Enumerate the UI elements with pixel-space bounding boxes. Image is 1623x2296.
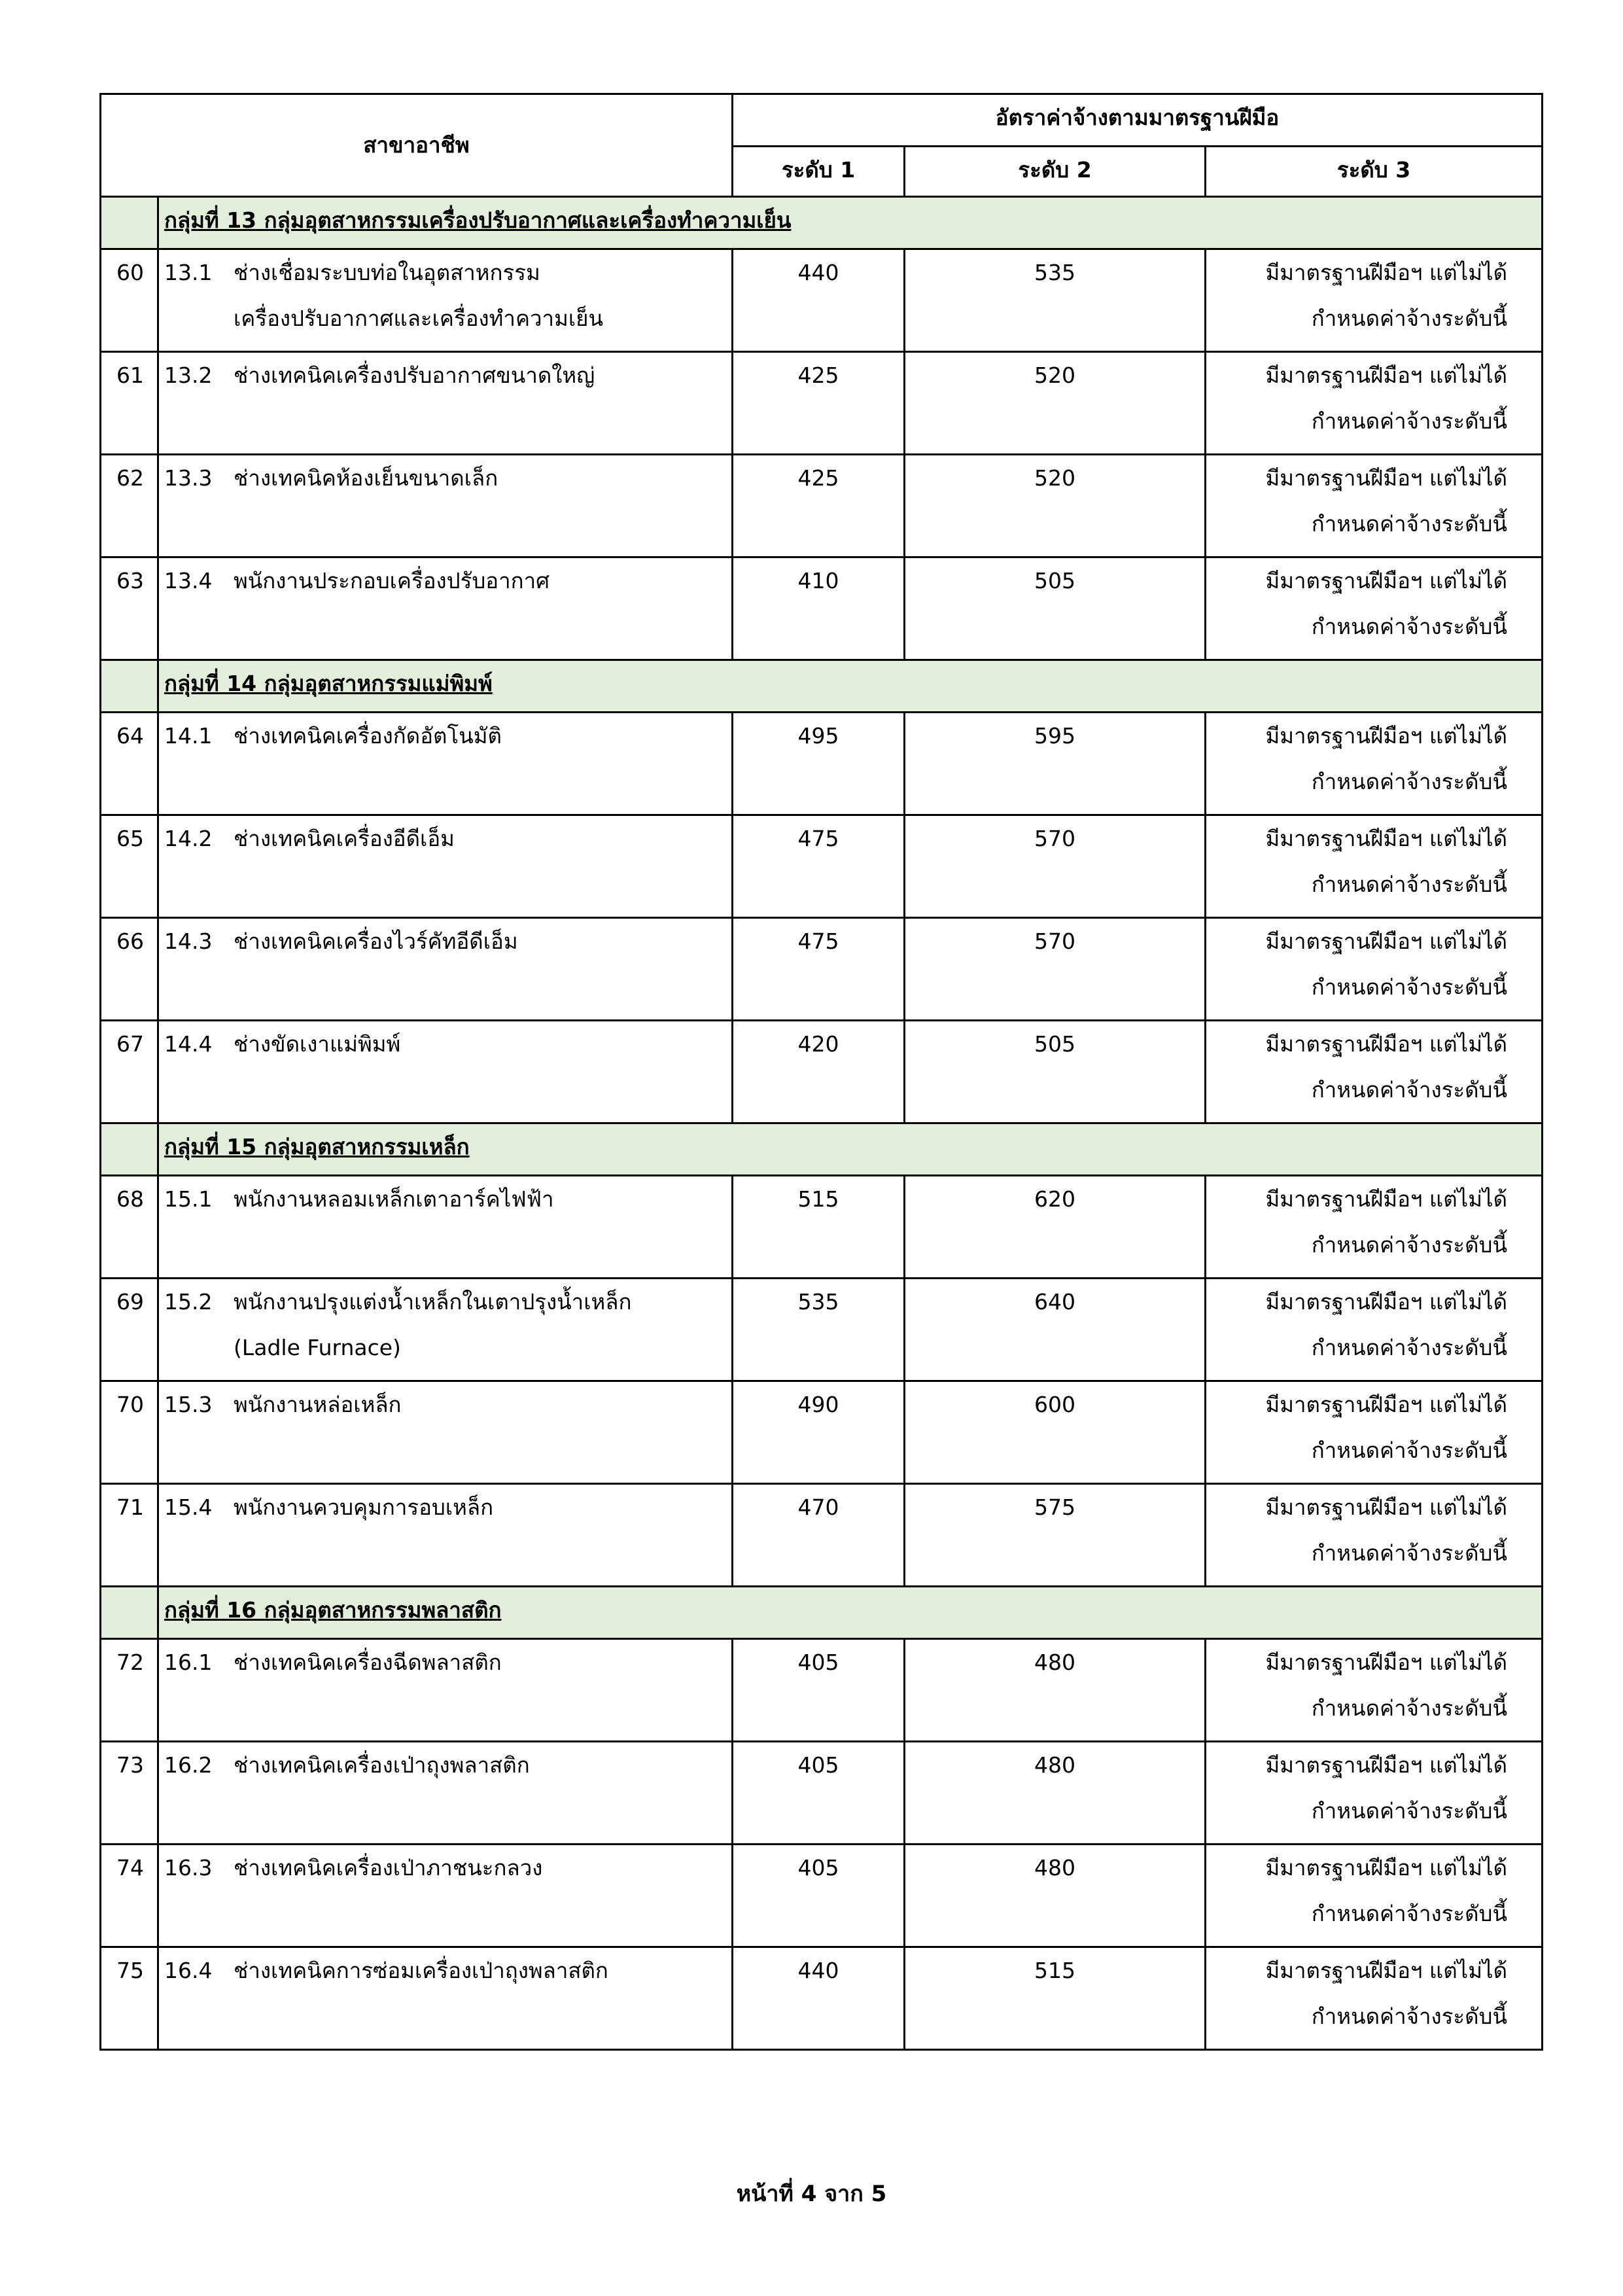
- row-number: 73: [101, 1742, 158, 1845]
- table-row: [101, 1845, 1543, 1947]
- level-1-wage: 515: [733, 1176, 905, 1279]
- table-row: [101, 815, 1543, 918]
- table-row: [101, 713, 1543, 815]
- group-number-cell: [101, 197, 158, 249]
- occupation-cell: [158, 352, 733, 455]
- level-3-note-line2: กำหนดค่าจ้างระดับนี้: [1311, 614, 1508, 639]
- level-3-note-line2: กำหนดค่าจ้างระดับนี้: [1311, 872, 1508, 897]
- occupation-code: 16.4: [164, 1958, 213, 1983]
- level-3-note-line1: มีมาตรฐานฝีมือฯ แต่ไม่ได้: [1265, 1031, 1508, 1057]
- table-row: [101, 1742, 1543, 1845]
- occupation-code: 15.2: [164, 1289, 213, 1315]
- row-number: 75: [101, 1947, 158, 2050]
- group-number-cell: [101, 1587, 158, 1639]
- occupation-cell: [158, 1947, 733, 2050]
- group-title: กลุ่มที่ 15 กลุ่มอุตสาหกรรมเหล็ก: [158, 1123, 1543, 1176]
- level-3-note-line1: มีมาตรฐานฝีมือฯ แต่ไม่ได้: [1265, 1494, 1508, 1520]
- occupation-cell: [158, 713, 733, 815]
- level-2-wage: 600: [905, 1381, 1206, 1484]
- occupation-code: 14.2: [164, 826, 213, 851]
- level-2-wage: 535: [905, 249, 1206, 352]
- row-number: 66: [101, 918, 158, 1021]
- level-2-wage: 520: [905, 455, 1206, 557]
- level-3-note: [1206, 1742, 1543, 1845]
- header-wage-rate: อัตราค่าจ้างตามมาตรฐานฝีมือ: [733, 94, 1543, 147]
- level-3-note-line2: กำหนดค่าจ้างระดับนี้: [1311, 408, 1508, 434]
- occupation-cell: [158, 455, 733, 557]
- row-number: 69: [101, 1279, 158, 1381]
- level-2-wage: 640: [905, 1279, 1206, 1381]
- occupation-code: 16.1: [164, 1650, 213, 1675]
- occupation-name: พนักงานหลอมเหล็กเตาอาร์คไฟฟ้า: [234, 1186, 554, 1212]
- level-3-note: [1206, 713, 1543, 815]
- occupation-name: ช่างเทคนิคเครื่องอีดีเอ็ม: [234, 826, 455, 851]
- occupation-name: ช่างเทคนิคเครื่องเป่าถุงพลาสติก: [234, 1752, 530, 1778]
- occupation-code: 14.4: [164, 1031, 213, 1057]
- occupation-name: ช่างขัดเงาแม่พิมพ์: [234, 1031, 401, 1057]
- level-3-note: [1206, 1021, 1543, 1123]
- level-3-note-line2: กำหนดค่าจ้างระดับนี้: [1311, 1695, 1508, 1721]
- occupation-code: 15.3: [164, 1392, 213, 1417]
- level-2-wage: 480: [905, 1742, 1206, 1845]
- level-3-note-line2: กำหนดค่าจ้างระดับนี้: [1311, 2004, 1508, 2029]
- group-number-cell: [101, 660, 158, 713]
- occupation-name: ช่างเทคนิคเครื่องกัดอัตโนมัติ: [234, 723, 502, 749]
- level-3-note-line1: มีมาตรฐานฝีมือฯ แต่ไม่ได้: [1265, 465, 1508, 491]
- row-number: 63: [101, 557, 158, 660]
- occupation-name: ช่างเทคนิคเครื่องฉีดพลาสติก: [234, 1650, 502, 1675]
- table-row: [101, 352, 1543, 455]
- occupation-cell: [158, 1742, 733, 1845]
- row-number: 67: [101, 1021, 158, 1123]
- row-number: 62: [101, 455, 158, 557]
- level-3-note: [1206, 1381, 1543, 1484]
- row-number: 70: [101, 1381, 158, 1484]
- wage-table: [99, 93, 1543, 2051]
- level-3-note-line1: มีมาตรฐานฝีมือฯ แต่ไม่ได้: [1265, 1855, 1508, 1881]
- occupation-cell: [158, 557, 733, 660]
- occupation-code: 13.3: [164, 465, 213, 491]
- occupation-name: ช่างเทคนิคการซ่อมเครื่องเป่าถุงพลาสติก: [234, 1958, 608, 1983]
- level-2-wage: 575: [905, 1484, 1206, 1587]
- row-number: 60: [101, 249, 158, 352]
- occupation-cell: [158, 1279, 733, 1381]
- level-2-wage: 570: [905, 918, 1206, 1021]
- group-title: กลุ่มที่ 13 กลุ่มอุตสาหกรรมเครื่องปรับอากาศและเครื่องทำความเย็น: [158, 197, 1543, 249]
- occupation-cell: [158, 249, 733, 352]
- page-number: หน้าที่ 4 จาก 5: [736, 2181, 887, 2207]
- level-3-note-line2: กำหนดค่าจ้างระดับนี้: [1311, 1077, 1508, 1103]
- level-3-note-line2: กำหนดค่าจ้างระดับนี้: [1311, 974, 1508, 1000]
- level-3-note-line1: มีมาตรฐานฝีมือฯ แต่ไม่ได้: [1265, 260, 1508, 285]
- header-level-1: ระดับ 1: [733, 147, 905, 197]
- level-2-wage: 515: [905, 1947, 1206, 2050]
- level-3-note-line2: กำหนดค่าจ้างระดับนี้: [1311, 1335, 1508, 1360]
- level-3-note-line1: มีมาตรฐานฝีมือฯ แต่ไม่ได้: [1265, 1392, 1508, 1417]
- table-row: [101, 1381, 1543, 1484]
- level-3-note: [1206, 1845, 1543, 1947]
- level-2-wage: 480: [905, 1639, 1206, 1742]
- header-level-3: ระดับ 3: [1206, 147, 1543, 197]
- occupation-code: 13.4: [164, 568, 213, 593]
- row-number: 61: [101, 352, 158, 455]
- occupation-cell: [158, 1639, 733, 1742]
- occupation-name: พนักงานปรุงแต่งน้ำเหล็กในเตาปรุงน้ำเหล็ก: [234, 1289, 632, 1315]
- occupation-name: ช่างเทคนิคห้องเย็นขนาดเล็ก: [234, 465, 498, 491]
- level-3-note: [1206, 815, 1543, 918]
- level-1-wage: 405: [733, 1639, 905, 1742]
- level-3-note-line1: มีมาตรฐานฝีมือฯ แต่ไม่ได้: [1265, 1186, 1508, 1212]
- level-3-note-line1: มีมาตรฐานฝีมือฯ แต่ไม่ได้: [1265, 362, 1508, 388]
- header-occupation: สาขาอาชีพ: [101, 94, 733, 197]
- level-3-note-line2: กำหนดค่าจ้างระดับนี้: [1311, 1540, 1508, 1566]
- occupation-code: 13.1: [164, 260, 213, 285]
- occupation-cell: [158, 918, 733, 1021]
- table-row: [101, 249, 1543, 352]
- occupation-name: ช่างเทคนิคเครื่องเป่าภาชนะกลวง: [234, 1855, 543, 1881]
- level-3-note: [1206, 352, 1543, 455]
- group-number-cell: [101, 1123, 158, 1176]
- occupation-code: 15.1: [164, 1186, 213, 1212]
- header-level-2: ระดับ 2: [905, 147, 1206, 197]
- occupation-cell: [158, 1176, 733, 1279]
- level-1-wage: 410: [733, 557, 905, 660]
- level-3-note: [1206, 1484, 1543, 1587]
- level-1-wage: 405: [733, 1742, 905, 1845]
- occupation-code: 15.4: [164, 1494, 213, 1520]
- table-row: [101, 1176, 1543, 1279]
- level-1-wage: 440: [733, 249, 905, 352]
- row-number: 71: [101, 1484, 158, 1587]
- level-3-note-line1: มีมาตรฐานฝีมือฯ แต่ไม่ได้: [1265, 1650, 1508, 1675]
- level-3-note-line1: มีมาตรฐานฝีมือฯ แต่ไม่ได้: [1265, 1752, 1508, 1778]
- table-row: [101, 1021, 1543, 1123]
- group-title: กลุ่มที่ 16 กลุ่มอุตสาหกรรมพลาสติก: [158, 1587, 1543, 1639]
- level-1-wage: 535: [733, 1279, 905, 1381]
- occupation-cell: [158, 1845, 733, 1947]
- occupation-name: พนักงานประกอบเครื่องปรับอากาศ: [234, 568, 550, 593]
- occupation-name: พนักงานหล่อเหล็ก: [234, 1392, 402, 1417]
- table-body: [101, 197, 1543, 2050]
- table-row: [101, 1639, 1543, 1742]
- row-number: 74: [101, 1845, 158, 1947]
- occupation-cell: [158, 815, 733, 918]
- level-3-note-line1: มีมาตรฐานฝีมือฯ แต่ไม่ได้: [1265, 1289, 1508, 1315]
- level-1-wage: 420: [733, 1021, 905, 1123]
- group-header-row: [101, 1123, 1543, 1176]
- occupation-code: 16.2: [164, 1752, 213, 1778]
- occupation-code: 13.2: [164, 362, 213, 388]
- occupation-cell: [158, 1021, 733, 1123]
- level-3-note: [1206, 557, 1543, 660]
- level-2-wage: 480: [905, 1845, 1206, 1947]
- table-row: [101, 1484, 1543, 1587]
- table-row: [101, 1947, 1543, 2050]
- level-3-note: [1206, 249, 1543, 352]
- level-3-note-line2: กำหนดค่าจ้างระดับนี้: [1311, 511, 1508, 537]
- level-1-wage: 475: [733, 918, 905, 1021]
- table-row: [101, 1279, 1543, 1381]
- occupation-name: ช่างเทคนิคเครื่องไวร์คัทอีดีเอ็ม: [234, 928, 518, 954]
- group-header-row: [101, 660, 1543, 713]
- level-3-note: [1206, 455, 1543, 557]
- level-1-wage: 425: [733, 455, 905, 557]
- occupation-name-line2: เครื่องปรับอากาศและเครื่องทำความเย็น: [234, 306, 604, 331]
- level-1-wage: 470: [733, 1484, 905, 1587]
- level-3-note-line2: กำหนดค่าจ้างระดับนี้: [1311, 1901, 1508, 1926]
- group-header-row: [101, 197, 1543, 249]
- level-1-wage: 425: [733, 352, 905, 455]
- occupation-name-line2: (Ladle Furnace): [234, 1335, 401, 1360]
- level-1-wage: 495: [733, 713, 905, 815]
- row-number: 72: [101, 1639, 158, 1742]
- group-title: กลุ่มที่ 14 กลุ่มอุตสาหกรรมแม่พิมพ์: [158, 660, 1543, 713]
- occupation-cell: [158, 1484, 733, 1587]
- occupation-name: พนักงานควบคุมการอบเหล็ก: [234, 1494, 494, 1520]
- level-2-wage: 505: [905, 1021, 1206, 1123]
- level-1-wage: 490: [733, 1381, 905, 1484]
- occupation-code: 16.3: [164, 1855, 213, 1881]
- level-3-note-line1: มีมาตรฐานฝีมือฯ แต่ไม่ได้: [1265, 723, 1508, 749]
- occupation-code: 14.1: [164, 723, 213, 749]
- level-3-note: [1206, 1639, 1543, 1742]
- level-3-note-line1: มีมาตรฐานฝีมือฯ แต่ไม่ได้: [1265, 568, 1508, 593]
- level-1-wage: 440: [733, 1947, 905, 2050]
- level-3-note-line1: มีมาตรฐานฝีมือฯ แต่ไม่ได้: [1265, 1958, 1508, 1983]
- level-2-wage: 595: [905, 713, 1206, 815]
- table-row: [101, 918, 1543, 1021]
- row-number: 68: [101, 1176, 158, 1279]
- level-2-wage: 520: [905, 352, 1206, 455]
- occupation-name: ช่างเชื่อมระบบท่อในอุตสาหกรรม: [234, 260, 540, 285]
- level-3-note: [1206, 1176, 1543, 1279]
- level-3-note: [1206, 1279, 1543, 1381]
- level-3-note-line1: มีมาตรฐานฝีมือฯ แต่ไม่ได้: [1265, 826, 1508, 851]
- group-header-row: [101, 1587, 1543, 1639]
- level-3-note-line2: กำหนดค่าจ้างระดับนี้: [1311, 1232, 1508, 1258]
- level-3-note-line2: กำหนดค่าจ้างระดับนี้: [1311, 1798, 1508, 1824]
- level-1-wage: 475: [733, 815, 905, 918]
- level-3-note-line2: กำหนดค่าจ้างระดับนี้: [1311, 769, 1508, 794]
- level-3-note-line2: กำหนดค่าจ้างระดับนี้: [1311, 306, 1508, 331]
- row-number: 65: [101, 815, 158, 918]
- level-3-note: [1206, 918, 1543, 1021]
- level-2-wage: 570: [905, 815, 1206, 918]
- level-3-note-line2: กำหนดค่าจ้างระดับนี้: [1311, 1438, 1508, 1463]
- row-number: 64: [101, 713, 158, 815]
- occupation-code: 14.3: [164, 928, 213, 954]
- table-row: [101, 455, 1543, 557]
- table-row: [101, 557, 1543, 660]
- level-2-wage: 620: [905, 1176, 1206, 1279]
- occupation-cell: [158, 1381, 733, 1484]
- level-1-wage: 405: [733, 1845, 905, 1947]
- level-3-note-line1: มีมาตรฐานฝีมือฯ แต่ไม่ได้: [1265, 928, 1508, 954]
- level-3-note: [1206, 1947, 1543, 2050]
- occupation-name: ช่างเทคนิคเครื่องปรับอากาศขนาดใหญ่: [234, 362, 595, 388]
- level-2-wage: 505: [905, 557, 1206, 660]
